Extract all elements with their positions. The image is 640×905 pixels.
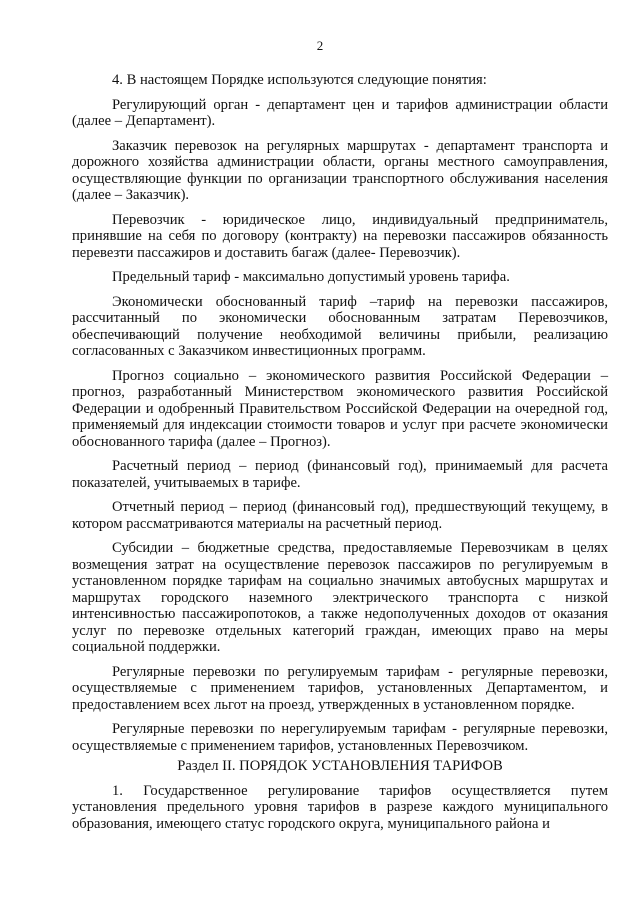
definition-unregulated-transport: Регулярные перевозки по нерегулируемым тарифам - регулярные перевозки, осуществляемые с применением тарифов, установленных Перевозчиком.: [72, 721, 608, 754]
definition-forecast: Прогноз социально – экономического развития Российской Федерации – прогноз, разработанный Министерством экономического развития Российской Федерации и одобренный Правительством Российской Федерации на очередной год, применяемый для индексации стоимости товаров и услуг при расчете экономически обоснованного тарифа (далее – Прогноз).: [72, 367, 608, 450]
document-body: [72, 72, 608, 840]
definition-calculation-period: Расчетный период – период (финансовый год), принимаемый для расчета показателей, учитываемых в тарифе.: [72, 458, 608, 491]
definition-reporting-period: Отчетный период – период (финансовый год), предшествующий текущему, в котором рассматриваются материалы на расчетный период.: [72, 499, 608, 532]
definition-economic-tariff: Экономически обоснованный тариф –тариф на перевозки пассажиров, рассчитанный по экономически обоснованным затратам Перевозчиков, обеспечивающий получение необходимой величины прибыли, реализацию согласованных с Заказчиком инвестиционных программ.: [72, 293, 608, 359]
definition-carrier: Перевозчик - юридическое лицо, индивидуальный предприниматель, принявшие на себя по договору (контракту) на перевозки пассажиров обязанность перевезти пассажиров и доставить багаж (далее- Перевозчик).: [72, 211, 608, 261]
definition-max-tariff: Предельный тариф - максимально допустимый уровень тарифа.: [112, 269, 510, 285]
definition-regulated-transport: Регулярные перевозки по регулируемым тарифам - регулярные перевозки, осуществляемые с применением тарифов, установленных Департаментом, и предоставлением всех льгот на проезд, утвержденных в установленном порядке.: [72, 663, 608, 713]
definition-subsidies: Субсидии – бюджетные средства, предоставляемые Перевозчикам в целях возмещения затрат на осуществление перевозок пассажиров по регулируемым в установленном порядке тарифам на социально значимых автобусных маршрутах и маршрутах городского наземного электрического транспорта с низкой интенсивностью пассажиропотоков, а также недополученных доходов от оказания услуг по перевозке отдельных категорий граждан, имеющих право на меры социальной поддержки.: [72, 540, 608, 655]
section-heading: Раздел II. ПОРЯДОК УСТАНОВЛЕНИЯ ТАРИФОВ: [177, 758, 503, 774]
definition-customer: Заказчик перевозок на регулярных маршрутах - департамент транспорта и дорожного хозяйства администрации области, органы местного самоуправления, осуществляющие функции по организации транспортного обслуживания населения (далее – Заказчик).: [72, 137, 608, 203]
page-number: 2: [316, 38, 324, 53]
section-paragraph: 1. Государственное регулирование тарифов осуществляется путем установления предельного уровня тарифов в разрезе каждого муниципального образования, имеющего статус городского округа, муниципального района и: [72, 782, 608, 832]
definition-regulator: Регулирующий орган - департамент цен и тарифов администрации области (далее – Департамент).: [72, 96, 608, 129]
intro-paragraph: 4. В настоящем Порядке используются следующие понятия:: [112, 72, 487, 88]
